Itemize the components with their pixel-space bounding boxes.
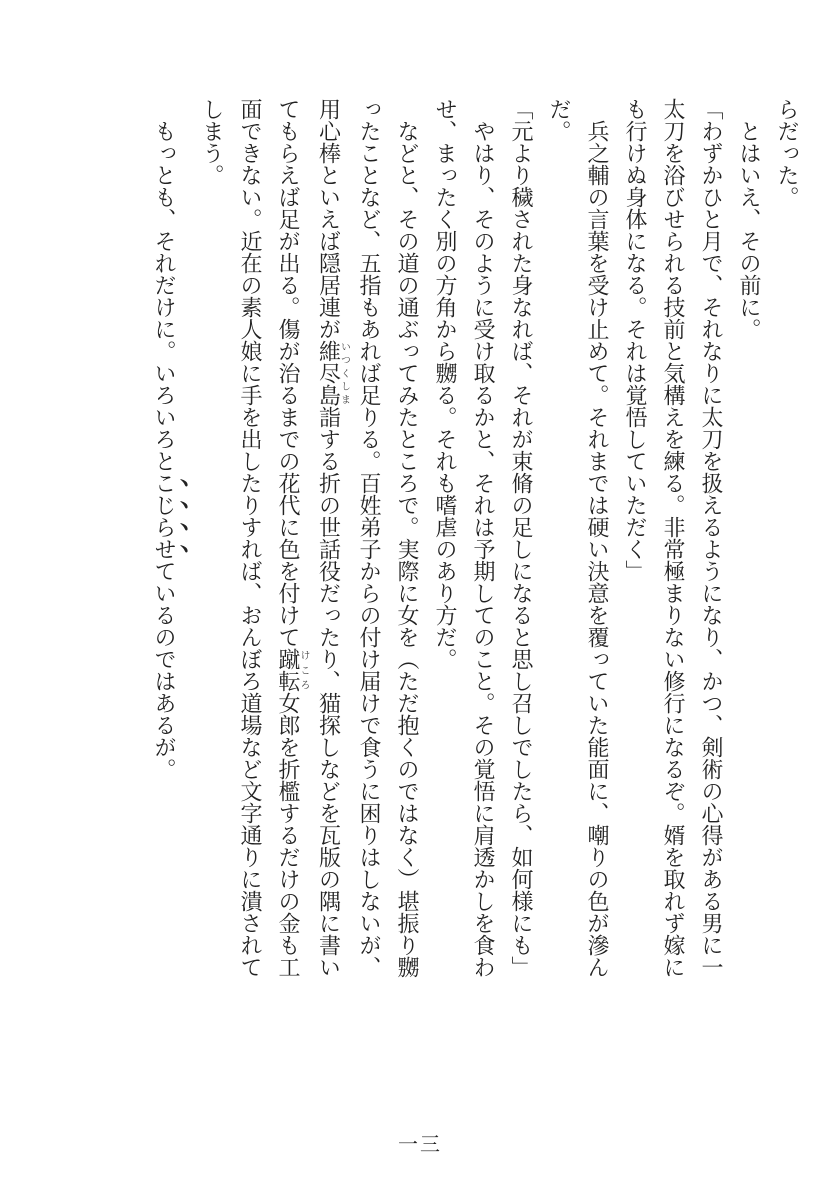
text-segment: 「元より穢された身なれば、それが束脩の足しになると思し召しでしたら、如何様にも」 (508, 98, 533, 978)
text-column (691, 98, 729, 998)
text-segment: も行けぬ身体になる。それは覚悟していただく」 (622, 98, 647, 582)
text-segment: 面できない。近在の素人娘に手を出したりすれば、おんぼろ道場など文字通りに潰されて (237, 98, 262, 978)
text-column (653, 98, 691, 998)
text-segment: やはり、そのように受け取るかと、それは予期してのこと。その覚悟に肩透かしを食わ (470, 98, 495, 978)
text-column (463, 98, 501, 998)
text-column (387, 98, 425, 998)
text-segment: 兵之輔の言葉を受け止めて。それまでは硬い決意を覆っていた能面に、嘲りの色が滲ん (584, 98, 609, 978)
text-segment: しまう。 (199, 98, 224, 186)
body-text (144, 98, 805, 998)
ruby-word (315, 340, 350, 406)
emphasized-text: こじらせ (151, 472, 176, 560)
text-segment: 用心棒といえば隠居連が (315, 98, 341, 340)
text-segment: せ、まったく別の方角から嬲る。それも嗜虐のあり方だ。 (432, 98, 457, 670)
text-column (268, 98, 309, 998)
text-column (349, 98, 387, 998)
text-segment: とはいえ、その前に。 (736, 98, 761, 340)
ruby-base: 蹴転 (275, 648, 300, 692)
text-column (309, 98, 350, 998)
text-segment: ているのではあるが。 (151, 560, 176, 780)
text-segment: 太刀を浴びせられる技前と気構えを練る。非常極まりない修行になるぞ。婿を取れず嫁に (660, 98, 685, 978)
text-segment: などと、その道の通ぶってみたところで。実際に女を（ただ抱くのではなく）堪振り嬲 (394, 98, 419, 978)
ruby-word (275, 648, 309, 692)
text-column (501, 98, 539, 998)
text-column (192, 98, 230, 998)
ruby-base: 維尽島 (315, 340, 341, 406)
page-number: 一三 (398, 1132, 442, 1156)
text-segment: だ。 (546, 98, 571, 142)
text-column (615, 98, 653, 998)
text-segment: 詣する折の世話役だったり、猫探しなどを瓦版の隅に書い (315, 406, 341, 978)
text-segment: らだった。 (774, 98, 799, 208)
text-column (230, 98, 268, 998)
text-segment: 「わずかひと月で、それなりに太刀を扱えるようになり、かつ、剣術の心得がある男に一 (698, 98, 723, 978)
text-segment: てもらえば足が出る。傷が治るまでの花代に色を付けて (275, 98, 300, 648)
text-segment: もっとも、それだけに。いろいろと (151, 98, 176, 472)
text-column (729, 98, 767, 998)
text-column (425, 98, 463, 998)
text-segment: 女郎を折檻するだけの金も工 (275, 692, 300, 978)
text-column (767, 98, 805, 998)
ruby-reading: けころ (298, 648, 309, 692)
text-column (539, 98, 577, 998)
text-segment: ったことなど、五指もあれば足りる。百姓弟子からの付け届けで食うに困りはしないが、 (356, 98, 381, 978)
text-column (577, 98, 615, 998)
ruby-reading: いつくしま (338, 340, 350, 406)
text-column (144, 98, 192, 998)
